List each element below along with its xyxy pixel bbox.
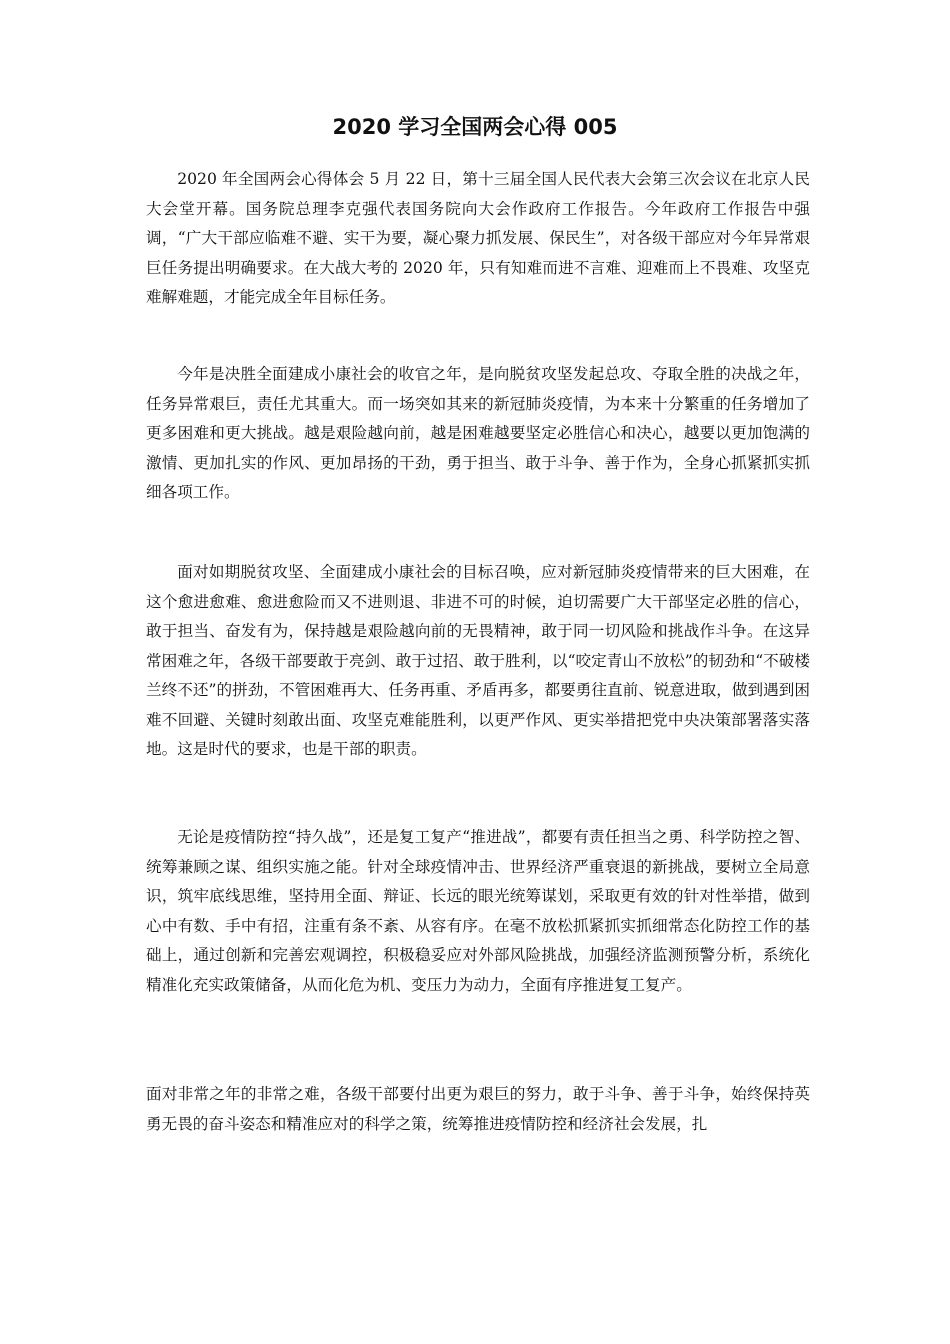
document-title: 2020 学习全国两会心得 005 [332,115,618,139]
paragraph-4: 无论是疫情防控“持久战”，还是复工复产“推进战”，都要有责任担当之勇、科学防控之智、统筹兼顾之谋、组织实施之能。针对全球疫情冲击、世界经济严重衰退的新挑战，要树立全局意识，筑牢底线思维，坚持用全面、辩证、长远的眼光统筹谋划，采取更有效的针对性举措，做到心中有数、手中有招，注重有条不紊、从容有序。在毫不放松抓紧抓实抓细常态化防控工作的基础上，通过创新和完善宏观调控，积极稳妥应对外部风险挑战，加强经济监测预警分析，系统化精准化充实政策储备，从而化危为机、变压力为动力，全面有序推进复工复产。 [146,828,810,994]
paragraph-3: 面对如期脱贫攻坚、全面建成小康社会的目标召唤，应对新冠肺炎疫情带来的巨大困难，在这个愈进愈难、愈进愈险而又不进则退、非进不可的时候，迫切需要广大干部坚定必胜的信心，敢于担当、奋发有为，保持越是艰险越向前的无畏精神，敢于同一切风险和挑战作斗争。在这异常困难之年，各级干部要敢于亮剑、敢于过招、敢于胜利，以“咬定青山不放松”的韧劲和“不破楼兰终不还”的拼劲，不管困难再大、任务再重、矛盾再多，都要勇往直前、锐意进取，做到遇到困难不回避、关键时刻敢出面、攻坚克难能胜利，以更严作风、更实举措把党中央决策部署落实落地。这是时代的要求，也是干部的职责。 [146,563,810,758]
paragraph-2: 今年是决胜全面建成小康社会的收官之年，是向脱贫攻坚发起总攻、夺取全胜的决战之年，任务异常艰巨，责任尤其重大。而一场突如其来的新冠肺炎疫情，为本来十分繁重的任务增加了更多困难和更大挑战。越是艰险越向前，越是困难越要坚定必胜信心和决心，越要以更加饱满的激情、更加扎实的作风、更加昂扬的干劲，勇于担当、敢于斗争、善于作为，全身心抓紧抓实抓细各项工作。 [146,365,810,501]
paragraph-5: 面对非常之年的非常之难，各级干部要付出更为艰巨的努力，敢于斗争、善于斗争，始终保持英勇无畏的奋斗姿态和精准应对的科学之策，统筹推进疫情防控和经济社会发展，扎 [146,1085,810,1133]
paragraph-1: 2020 年全国两会心得体会 5 月 22 日，第十三届全国人民代表大会第三次会议在北京人民大会堂开幕。国务院总理李克强代表国务院向大会作政府工作报告。今年政府工作报告中强调，“广大干部应临难不避、实干为要，凝心聚力抓发展、保民生”，对各级干部应对今年异常艰巨任务提出明确要求。在大战大考的 2020 年，只有知难而进不言难、迎难而上不畏难、攻坚克难解难题，才能完成全年目标任务。 [146,170,810,306]
